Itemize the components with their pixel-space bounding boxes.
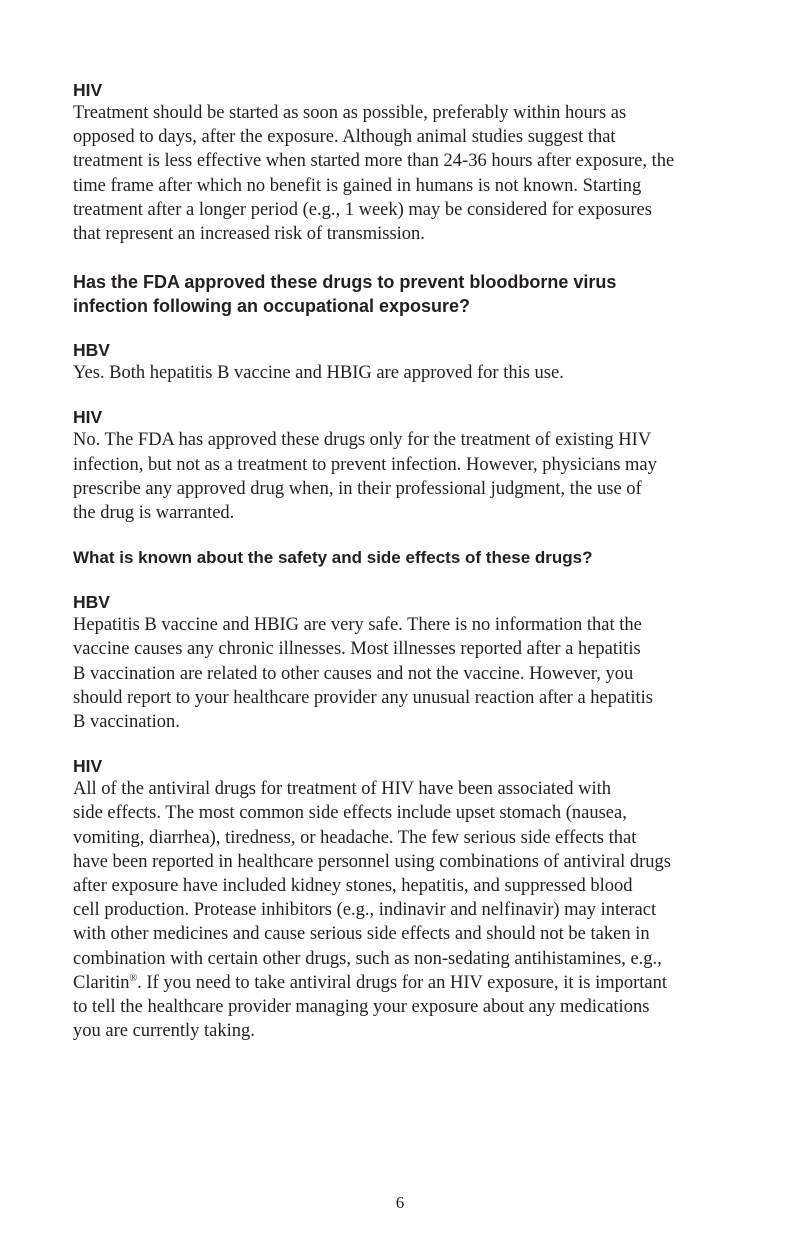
text-line: time frame after which no benefit is gained in humans is not known. Starting — [73, 175, 642, 196]
text-line: vaccine causes any chronic illnesses. Most illnesses reported after a hepatitis — [73, 639, 641, 660]
text-line: opposed to days, after the exposure. Although animal studies suggest that — [73, 127, 616, 148]
claritin-rest: . If you need to take antiviral drugs for an HIV exposure, it is important — [137, 972, 668, 993]
section-heading-hbv: HBV — [73, 340, 110, 361]
text-line-claritin — [73, 971, 733, 995]
text-line: Treatment should be started as soon as possible, preferably within hours as — [73, 103, 627, 123]
paragraph-hiv-side-effects — [73, 777, 733, 1043]
text-line: treatment is less effective when started more than 24-36 hours after exposure, the — [73, 151, 675, 172]
paragraph-hbv-safety — [73, 613, 733, 734]
text-line: Yes. Both hepatitis B vaccine and HBIG are approved for this use. — [73, 363, 564, 384]
question-line: What is known about the safety and side effects of these drugs? — [73, 548, 593, 568]
question-fda-approval — [73, 270, 733, 318]
paragraph-hiv-timing — [73, 101, 733, 246]
text-line: B vaccination are related to other causes and not the vaccine. However, you — [73, 663, 634, 684]
paragraph-hbv-approval — [73, 361, 733, 385]
section-heading-hbv: HBV — [73, 592, 110, 613]
claritin-brand: Claritin — [73, 972, 130, 993]
text-line: All of the antiviral drugs for treatment of HIV have been associated with — [73, 779, 612, 800]
text-line: B vaccination. — [73, 712, 180, 733]
text-line: side effects. The most common side effects include upset stomach (nausea, — [73, 803, 627, 824]
paragraph-hiv-approval — [73, 428, 733, 525]
section-heading-hiv: HIV — [73, 407, 103, 428]
page-number: 6 — [395, 1193, 405, 1212]
text-line: prescribe any approved drug when, in their professional judgment, the use of — [73, 478, 642, 499]
text-line: after exposure have included kidney stones, hepatitis, and suppressed blood — [73, 876, 633, 897]
text-line: Hepatitis B vaccine and HBIG are very safe. There is no information that the — [73, 615, 642, 636]
text-line: have been reported in healthcare personnel using combinations of antiviral drugs — [73, 851, 671, 872]
text-line: the drug is warranted. — [73, 503, 235, 524]
text-line: No. The FDA has approved these drugs only for the treatment of existing HIV — [73, 430, 652, 451]
text-line: treatment after a longer period (e.g., 1 week) may be considered for exposures — [73, 199, 652, 220]
text-line: should report to your healthcare provider any unusual reaction after a hepatitis — [73, 687, 653, 708]
text-line: you are currently taking. — [73, 1021, 255, 1042]
section-heading-hiv: HIV — [73, 756, 103, 777]
question-line: Has the FDA approved these drugs to prevent bloodborne virus — [73, 272, 617, 293]
text-line: combination with certain other drugs, such as non-sedating antihistamines, e.g., — [73, 948, 662, 969]
text-line: vomiting, diarrhea), tiredness, or headache. The few serious side effects that — [73, 827, 637, 848]
text-line: with other medicines and cause serious side effects and should not be taken in — [73, 924, 650, 945]
question-safety — [73, 546, 733, 570]
text-line: to tell the healthcare provider managing your exposure about any medications — [73, 997, 650, 1018]
text-line: that represent an increased risk of transmission. — [73, 224, 425, 245]
registered-mark: ® — [129, 972, 138, 984]
question-line: infection following an occupational exposure? — [73, 296, 471, 317]
text-line: infection, but not as a treatment to prevent infection. However, physicians may — [73, 454, 657, 475]
document-page — [73, 79, 733, 1043]
text-line: cell production. Protease inhibitors (e.g., indinavir and nelfinavir) may interact — [73, 900, 657, 921]
section-heading-hiv: HIV — [73, 80, 103, 100]
